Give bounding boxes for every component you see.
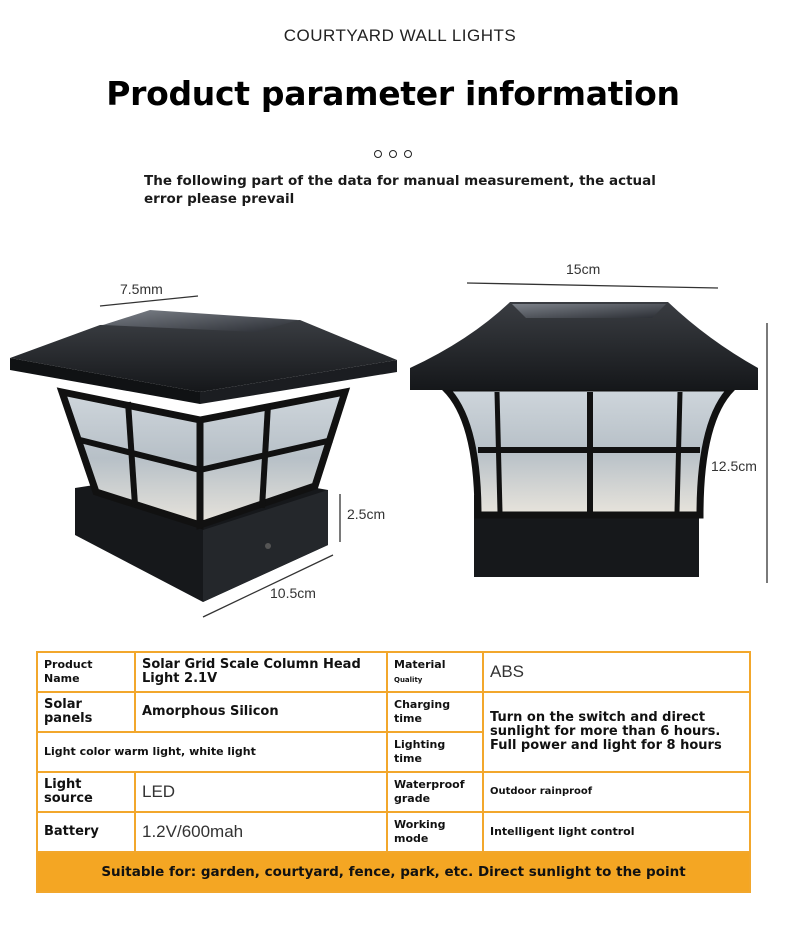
charging-time-value: Turn on the switch and direct sunlight for more than 6 hours. Full power and light for 8 hours — [483, 692, 750, 772]
dim-label-top: 7.5mm — [120, 281, 163, 297]
product-name-value: Solar Grid Scale Column Head Light 2.1V — [135, 652, 387, 692]
right-lamp-image — [410, 302, 758, 577]
table-row — [37, 692, 750, 732]
waterproof-value: Outdoor rainproof — [483, 772, 750, 812]
material-label: Material Quality — [387, 652, 483, 692]
table-row — [37, 852, 750, 892]
dim-label-right-top: 15cm — [566, 261, 601, 277]
working-mode-label: Working mode — [387, 812, 483, 852]
table-row — [37, 772, 750, 812]
table-row — [37, 812, 750, 852]
material-value: ABS — [483, 652, 750, 692]
solar-panels-value: Amorphous Silicon — [135, 692, 387, 732]
working-mode-value: Intelligent light control — [483, 812, 750, 852]
charging-time-label: Charging time — [387, 692, 483, 732]
table-row — [37, 652, 750, 692]
dim-line-right-top — [467, 283, 718, 288]
light-source-value: LED — [135, 772, 387, 812]
section-kicker: COURTYARD WALL LIGHTS — [283, 26, 517, 45]
dim-label-base-height: 2.5cm — [347, 506, 386, 522]
dim-line-top — [100, 296, 198, 306]
measurement-note: The following part of the data for manual measurement, the actual error please prevail — [144, 173, 656, 207]
product-name-label: Product Name — [37, 652, 135, 692]
lighting-time-label: Lighting time — [387, 732, 483, 772]
dim-label-right-height: 12.5cm — [711, 458, 757, 474]
parameter-table — [36, 651, 751, 893]
waterproof-label: Waterproof grade — [387, 772, 483, 812]
left-lamp-image — [10, 310, 397, 602]
battery-label: Battery — [37, 812, 135, 852]
usage-footer: Suitable for: garden, courtyard, fence, park, etc. Direct sunlight to the point — [37, 852, 750, 892]
light-source-label: Light source — [37, 772, 135, 812]
dim-label-base-width: 10.5cm — [270, 585, 316, 601]
light-color-cell: Light color warm light, white light — [37, 732, 387, 772]
page-title: Product parameter information — [106, 74, 680, 113]
solar-panels-label: Solar panels — [37, 692, 135, 732]
battery-value: 1.2V/600mah — [135, 812, 387, 852]
